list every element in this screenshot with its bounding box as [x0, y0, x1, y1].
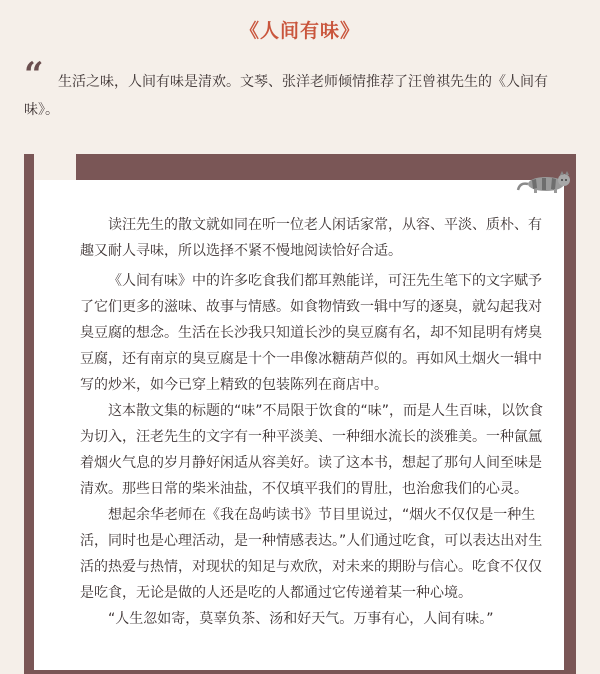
- quote-icon: “: [24, 55, 44, 95]
- frame-notch: [34, 154, 76, 182]
- cat-icon: [516, 170, 574, 194]
- intro-text: 生活之味，人间有味是清欢。文琴、张洋老师倾情推荐了汪曾祺先生的《人间有味》。: [24, 74, 548, 118]
- page-title: 《人间有味》: [239, 20, 360, 42]
- article-paragraph: 想起余华老师在《我在岛屿读书》节目里说过，“烟火不仅仅是一种生活，同时也是心理活动，是一种情感表达。”人们通过吃食，可以表达出对生活的热爱与热情，对现状的知足与欢欣，对未来的期盼与信心。吃食不仅仅是吃食，无论是做的人还是吃的人都通过它传递着某一种心境。: [80, 507, 543, 601]
- article-body: [80, 212, 546, 632]
- article-paragraph: “人生忽如寄，莫辜负茶、汤和好天气。万事有心，人间有味。”: [108, 611, 494, 627]
- article-paragraph: 《人间有味》中的许多吃食我们都耳熟能详，可汪先生笔下的文字赋予了它们更多的滋味、故事与情感。如食物情致一辑中写的逐臭，就勾起我对臭豆腐的想念。生活在长沙我只知道长沙的臭豆腐有名，却不知昆明有烤臭豆腐，还有南京的臭豆腐是十个一串像冰糖葫芦似的。再如风土烟火一辑中写的炒米，如今已穿上精致的包装陈列在商店中。: [80, 273, 542, 393]
- article-paragraph: 这本散文集的标题的“味”不局限于饮食的“味”，而是人生百味，以饮食为切入，汪老先生的文字有一种平淡美、一种细水流长的淡雅美。一种氤氲着烟火气息的岁月静好闲适从容美好。读了这本书，想起了那句人间至味是清欢。那些日常的柴米油盐，不仅填平我们的胃肚，也治愈我们的心灵。: [80, 403, 544, 497]
- article-paragraph: 读汪先生的散文就如同在听一位老人闲话家常，从容、平淡、质朴、有趣又耐人寻味，所以选择不紧不慢地阅读恰好合适。: [80, 217, 542, 259]
